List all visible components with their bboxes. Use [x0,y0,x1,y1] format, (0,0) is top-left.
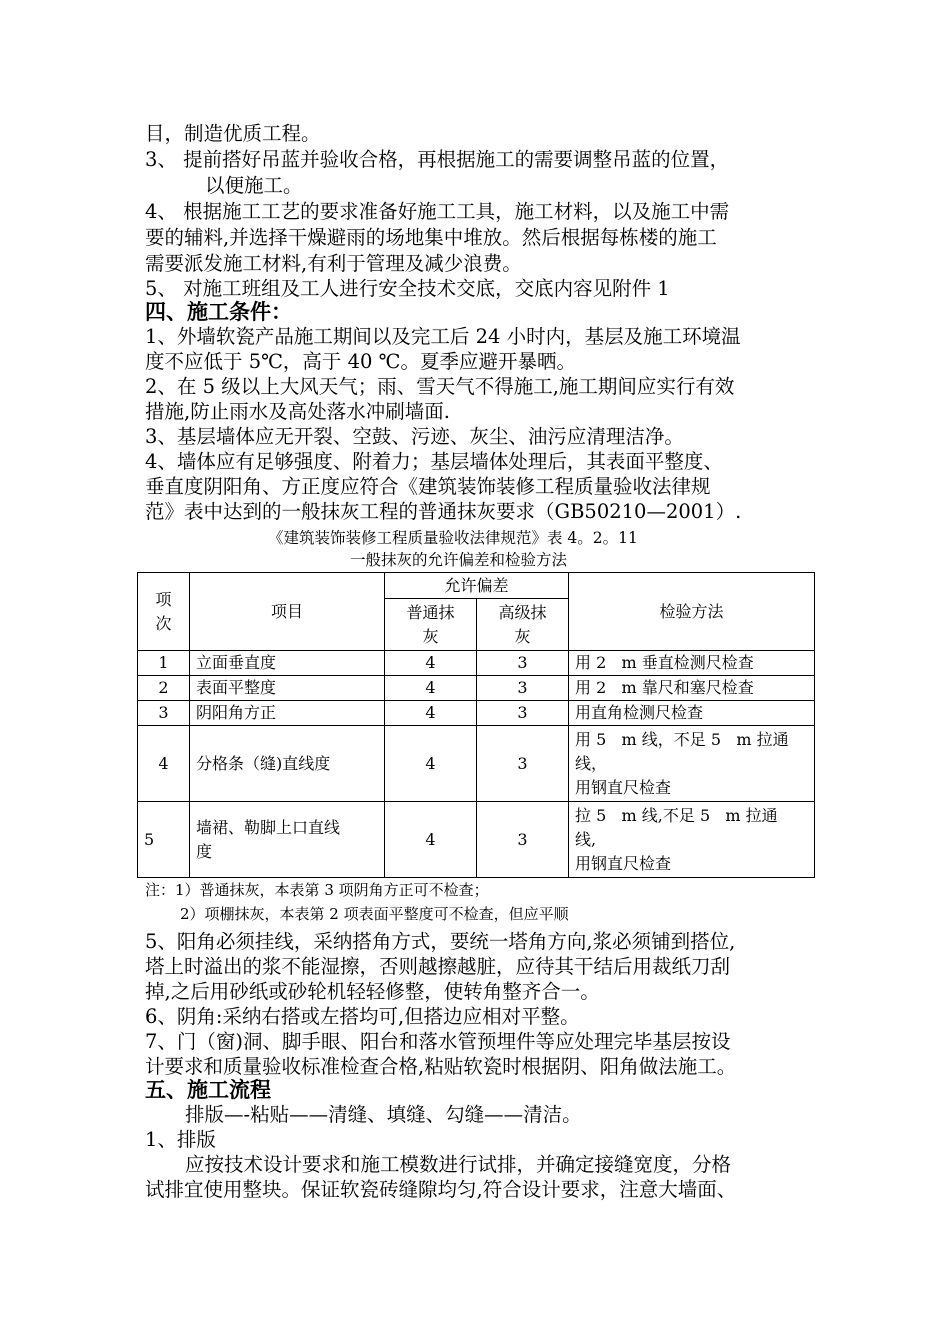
text-line: 3、基层墙体应无开裂、空鼓、污迹、灰尘、油污应清理洁净。 [145,425,684,448]
cell-no: 4 [138,726,190,802]
cell-item: 分格条（缝)直线度 [190,726,385,802]
cell-ordinary: 4 [385,726,477,802]
header-item: 项目 [190,573,385,651]
cell-ordinary: 4 [385,676,477,701]
header-advanced: 高级抹 灰 [477,599,569,651]
text-line: 4、 根据施工工艺的要求准备好施工工具，施工材料，以及施工中需 [145,200,730,223]
text-line: 5、阳角必须挂线，采纳搭角方式，要统一塔角方向,浆必须铺到搭位, [145,930,736,953]
text-line: 范》表中达到的一般抹灰工程的普通抹灰要求（GB50210—2001）. [145,500,742,523]
cell-method: 用 2 m 靠尺和塞尺检查 [569,676,815,701]
header-ordinary: 普通抹 灰 [385,599,477,651]
cell-advanced: 3 [477,676,569,701]
cell-ordinary: 4 [385,701,477,726]
table-row [138,802,815,878]
section-heading-4: 四、施工条件： [145,300,292,324]
header-no: 项 次 [138,573,190,651]
header-method: 检验方法 [569,573,815,651]
text-line: 1、外墙软瓷产品施工期间以及完工后 24 小时内，基层及施工环境温 [145,325,741,348]
text-line: 3、 提前搭好吊蓝并验收合格，再根据施工的需要调整吊蓝的位置， [145,148,730,171]
cell-method: 拉 5 m 线,不足 5 m 拉通 线, 用钢直尺检查 [569,802,815,878]
cell-item: 表面平整度 [190,676,385,701]
text-line: 塔上时溢出的浆不能湿擦，否则越擦越脏，应待其干结后用裁纸刀刮 [145,955,731,978]
cell-no: 1 [138,651,190,676]
cell-ordinary: 4 [385,802,477,878]
text-line: 试排宜使用整块。保证软瓷砖缝隙均匀,符合设计要求，注意大墙面、 [145,1178,737,1201]
cell-item: 墙裙、勒脚上口直线 度 [190,802,385,878]
table-row [138,701,815,726]
table-row [138,676,815,701]
cell-ordinary: 4 [385,651,477,676]
table-row [138,651,815,676]
cell-method: 用 5 m 线，不足 5 m 拉通 线， 用钢直尺检查 [569,726,815,802]
text-line: 要的辅料,并选择干燥避雨的场地集中堆放。然后根据每栋楼的施工 [145,226,717,249]
cell-no: 5 [138,802,190,878]
cell-item: 立面垂直度 [190,651,385,676]
cell-advanced: 3 [477,701,569,726]
text-line: 4、墙体应有足够强度、附着力；基层墙体处理后，其表面平整度、 [145,450,723,473]
text-line: 5、 对施工班组及工人进行安全技术交底，交底内容见附件 1 [145,277,670,300]
text-line: 度不应低于 5℃，高于 40 ℃。夏季应避开暴晒。 [145,350,576,373]
text-line: 应按技术设计要求和施工模数进行试排，并确定接缝宽度，分格 [185,1153,732,1176]
tolerance-table [137,572,815,878]
text-line: 7、门（窗)洞、脚手眼、阳台和落水管预埋件等应处理完毕基层按设 [145,1030,731,1053]
cell-no: 2 [138,676,190,701]
table-row [138,726,815,802]
text-line: 措施,防止雨水及高处落水冲刷墙面. [145,400,450,423]
table-caption: 《建筑装饰装修工程质量验收法律规范》表 4。2。11 [268,529,638,547]
cell-advanced: 3 [477,651,569,676]
table-note: 注：1）普通抹灰，本表第 3 项阴角方正可不检查； [145,881,489,899]
flow-line: 排版—-粘贴——清缝、填缝、勾缝——清洁。 [185,1103,582,1126]
table-subcaption: 一般抹灰的允许偏差和检验方法 [350,551,568,569]
cell-method: 用 2 m 垂直检测尺检查 [569,651,815,676]
header-tolerance: 允许偏差 [385,573,569,599]
cell-no: 3 [138,701,190,726]
text-line: 垂直度阴阳角、方正度应符合《建筑装饰装修工程质量验收法律规 [145,475,711,498]
cell-advanced: 3 [477,802,569,878]
text-line: 2、在 5 级以上大风天气；雨、雪天气不得施工,施工期间应实行有效 [145,375,735,398]
cell-advanced: 3 [477,726,569,802]
text-line: 计要求和质量验收标准检查合格,粘贴软瓷时根据阴、阳角做法施工。 [145,1055,737,1078]
text-line: 掉,之后用砂纸或砂轮机轻轻修整，使转角整齐合一。 [145,980,600,1003]
text-line: 需要派发施工材料,有利于管理及减少浪费。 [145,252,522,275]
cell-method: 用直角检测尺检查 [569,701,815,726]
table-note: 2）项棚抹灰，本表第 2 项表面平整度可不检查，但应平顺 [180,905,569,923]
subheading: 1、排版 [145,1128,216,1151]
cell-item: 阴阳角方正 [190,701,385,726]
section-heading-5: 五、施工流程 [145,1078,271,1102]
text-line: 6、阴角:采纳右搭或左搭均可,但搭边应相对平整。 [145,1005,580,1028]
text-line: 以便施工。 [205,174,303,197]
text-line: 目，制造优质工程。 [145,122,321,145]
